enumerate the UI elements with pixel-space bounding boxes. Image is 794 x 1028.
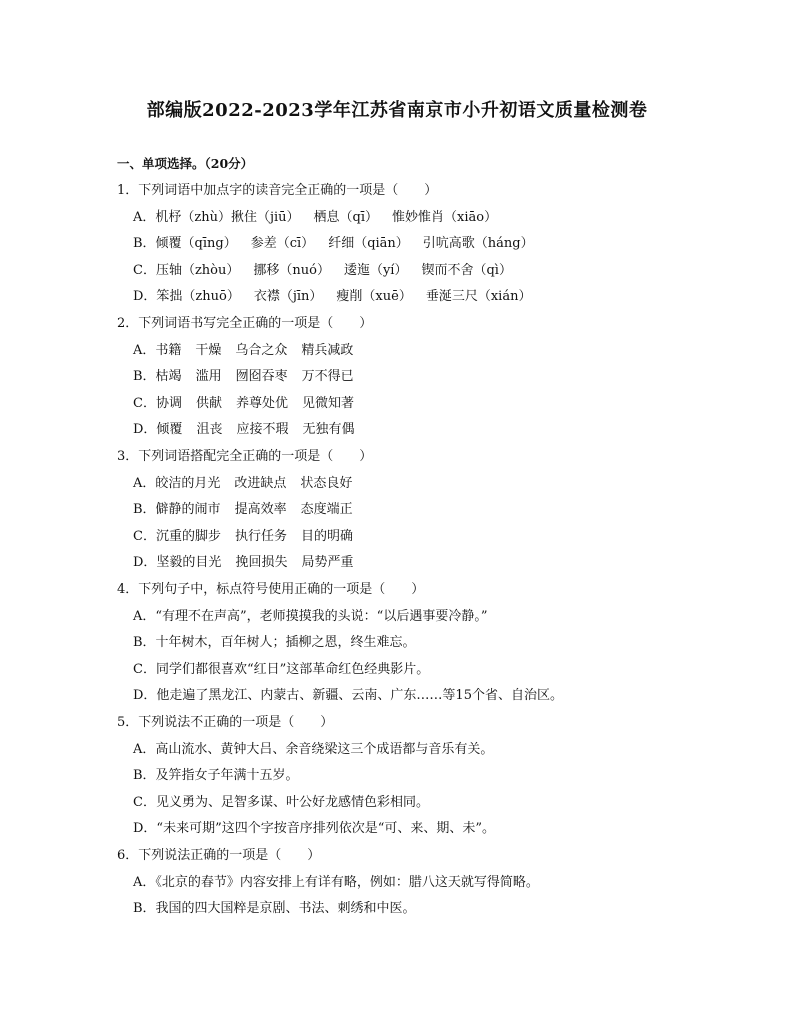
option-text: D．倾覆 xyxy=(133,422,183,438)
answer-option xyxy=(133,871,539,890)
option-text: A．“有理不在声高”，老师摸摸我的头说：“以后遇事要冷静。” xyxy=(133,608,488,624)
option-text: 提高效率 xyxy=(234,502,287,518)
option-text: 态度端正 xyxy=(300,502,353,518)
section-heading: 一、单项选择。（20分） xyxy=(117,156,254,171)
answer-option xyxy=(133,738,493,757)
option-text: 纤细（qiān） xyxy=(328,236,409,252)
option-text: 乌合之众 xyxy=(235,342,288,358)
option-text: 引吭高歌（háng） xyxy=(422,236,534,252)
option-text: C．沉重的脚步 xyxy=(133,528,221,544)
option-text: C．见义勇为、足智多谋、叶公好龙感情色彩相同。 xyxy=(133,794,429,810)
option-text: 滥用 xyxy=(195,369,222,385)
answer-option xyxy=(133,232,534,251)
question-stem: 6．下列说法正确的一项是（ ） xyxy=(117,848,321,863)
option-text: 局势严重 xyxy=(301,555,354,571)
option-text: D．他走遍了黑龙江、内蒙古、新疆、云南、广东……等15个省、自治区。 xyxy=(133,688,563,704)
option-text: B．枯竭 xyxy=(133,369,182,385)
option-text: 无独有偶 xyxy=(302,422,355,438)
answer-option xyxy=(133,631,416,650)
answer-option xyxy=(133,365,354,384)
question-stem: 3．下列词语搭配完全正确的一项是（ ） xyxy=(117,449,373,464)
option-text: 精兵减政 xyxy=(301,342,354,358)
option-text: 锲而不舍（qì） xyxy=(421,262,512,278)
answer-option xyxy=(133,418,354,437)
option-text: 见微知著 xyxy=(301,395,354,411)
option-text: 应接不瑕 xyxy=(236,422,289,438)
option-text: A．皎洁的月光 xyxy=(133,475,221,491)
option-text: 干燥 xyxy=(195,342,222,358)
answer-option xyxy=(133,897,416,916)
option-text: 改进缺点 xyxy=(234,475,287,491)
option-text: 惟妙惟肖（xiāo） xyxy=(392,209,498,225)
option-text: 供献 xyxy=(195,395,222,411)
answer-option xyxy=(133,791,429,810)
answer-option xyxy=(133,498,353,517)
option-text: 参差（cī） xyxy=(250,236,315,252)
option-text: 万不得已 xyxy=(301,369,354,385)
option-text: B．倾覆（qīng） xyxy=(133,236,237,252)
option-text: 衣襟（jīn） xyxy=(253,289,323,305)
option-text: D．“未来可期”这四个字按音序排列依次是“可、来、期、未”。 xyxy=(133,821,496,837)
question-stem: 4．下列句子中，标点符号使用正确的一项是（ ） xyxy=(117,582,425,597)
question-stem: 1．下列词语中加点字的读音完全正确的一项是（ ） xyxy=(117,183,438,198)
answer-option xyxy=(133,285,531,304)
option-text: B．及笄指女子年满十五岁。 xyxy=(133,768,299,784)
answer-option xyxy=(133,472,352,491)
option-text: 垂涎三尺（xián） xyxy=(425,289,532,305)
option-text: 逶迤（yí） xyxy=(343,262,408,278)
option-text: D．笨拙（zhuō） xyxy=(133,289,240,305)
option-text: D．坚毅的目光 xyxy=(133,555,222,571)
option-text: A．书籍 xyxy=(133,342,182,358)
answer-option xyxy=(133,764,299,783)
answer-option xyxy=(133,817,495,836)
option-text: A．高山流水、黄钟大吕、余音绕梁这三个成语都与音乐有关。 xyxy=(133,741,494,757)
question-stem: 2．下列词语书写完全正确的一项是（ ） xyxy=(117,316,373,331)
option-text: C．同学们都很喜欢“红日”这部革命红色经典影片。 xyxy=(133,661,430,677)
option-text: 挪移（nuó） xyxy=(253,262,330,278)
answer-option xyxy=(133,525,353,544)
option-text: C．协调 xyxy=(133,395,182,411)
option-text: 挽回损失 xyxy=(235,555,288,571)
page-title: 部编版2022-2023学年江苏省南京市小升初语文质量检测卷 xyxy=(146,100,648,121)
answer-option xyxy=(133,339,353,358)
question-stem: 5．下列说法不正确的一项是（ ） xyxy=(117,715,334,730)
answer-option xyxy=(133,658,429,677)
option-text: 瘦削（xuē） xyxy=(336,289,412,305)
option-text: 栖息（qī） xyxy=(313,209,379,225)
option-text: 养尊处优 xyxy=(235,395,288,411)
answer-option xyxy=(133,259,512,278)
option-text: C．压轴（zhòu） xyxy=(133,262,240,278)
answer-option xyxy=(133,392,354,411)
answer-option xyxy=(133,206,497,225)
option-text: B．僻静的闹市 xyxy=(133,502,221,518)
option-text: 囫囵吞枣 xyxy=(235,369,288,385)
option-text: 沮丧 xyxy=(196,422,223,438)
option-text: A．机杼（zhù）揪住（jiū） xyxy=(133,209,300,225)
answer-option xyxy=(133,605,487,624)
answer-option xyxy=(133,551,353,570)
answer-option xyxy=(133,684,563,703)
option-text: B．十年树木，百年树人；插柳之恩，终生难忘。 xyxy=(133,635,416,651)
option-text: 目的明确 xyxy=(300,528,353,544)
option-text: 状态良好 xyxy=(300,475,353,491)
option-text: 执行任务 xyxy=(234,528,287,544)
option-text: B．我国的四大国粹是京剧、书法、刺绣和中医。 xyxy=(133,901,416,917)
option-text: A．《北京的春节》内容安排上有详有略，例如：腊八这天就写得简略。 xyxy=(133,874,539,890)
